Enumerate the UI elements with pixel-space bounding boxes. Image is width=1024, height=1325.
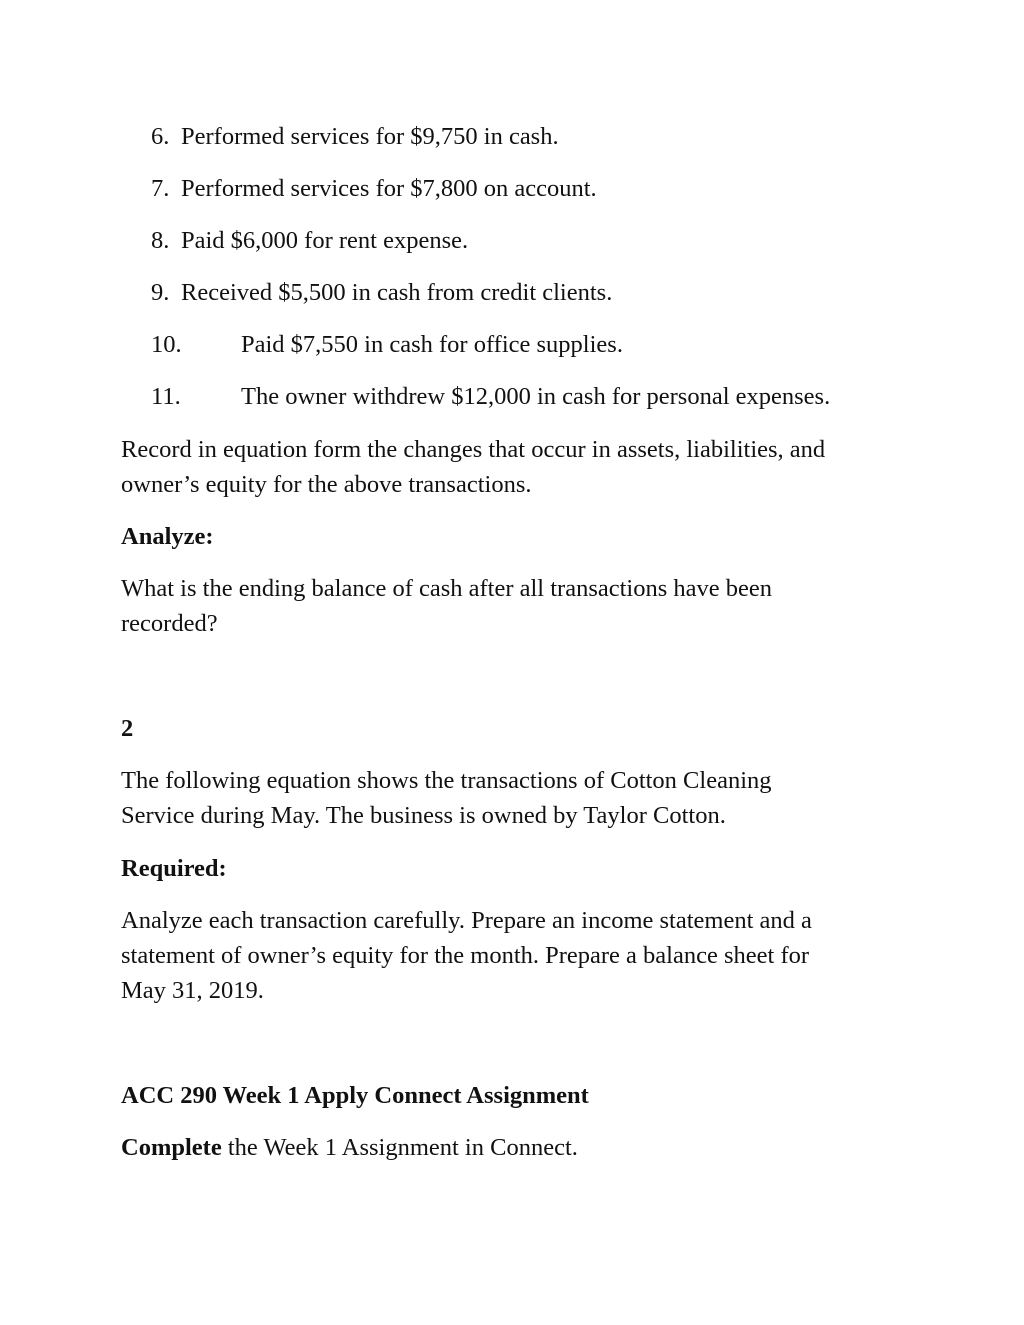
problem-line-1: The following equation shows the transactions of Cotton Cleaning <box>121 767 772 794</box>
assignment-bold-word: Complete <box>121 1134 222 1161</box>
assignment-rest-text: the Week 1 Assignment in Connect. <box>221 1134 578 1161</box>
transaction-7-number: 7. <box>151 175 170 202</box>
transaction-10-text: Paid $7,550 in cash for office supplies. <box>241 331 623 358</box>
transaction-8-number: 8. <box>151 227 170 254</box>
problem-line-2: Service during May. The business is owned by Taylor Cotton. <box>121 802 726 829</box>
instruction-line-1: Record in equation form the changes that occur in assets, liabilities, and <box>121 436 826 463</box>
transaction-11-number: 11. <box>151 383 181 410</box>
analyze-line-2: recorded? <box>121 610 218 637</box>
transaction-10-number: 10. <box>151 331 182 358</box>
analyze-question <box>121 571 911 641</box>
transaction-6-text: Performed services for $9,750 in cash. <box>181 123 559 150</box>
assignment-instruction <box>121 1130 911 1165</box>
transaction-9-number: 9. <box>151 279 170 306</box>
transaction-11-text: The owner withdrew $12,000 in cash for personal expenses. <box>241 383 831 410</box>
assignment-heading: ACC 290 Week 1 Apply Connect Assignment <box>121 1082 589 1109</box>
required-paragraph <box>121 903 911 1008</box>
analyze-heading: Analyze: <box>121 523 214 550</box>
problem-number: 2 <box>121 715 134 742</box>
required-line-3: May 31, 2019. <box>121 977 264 1004</box>
required-line-2: statement of owner’s equity for the month. Prepare a balance sheet for <box>121 942 810 969</box>
instruction-line-2: owner’s equity for the above transactions. <box>121 471 532 498</box>
transaction-8-text: Paid $6,000 for rent expense. <box>181 227 469 254</box>
transaction-9-text: Received $5,500 in cash from credit clients. <box>181 279 613 306</box>
required-heading: Required: <box>121 855 227 882</box>
instruction-paragraph <box>121 432 911 502</box>
transaction-7-text: Performed services for $7,800 on account. <box>181 175 597 202</box>
problem-description <box>121 763 911 833</box>
required-line-1: Analyze each transaction carefully. Prepare an income statement and a <box>121 907 812 934</box>
transaction-6-number: 6. <box>151 123 170 150</box>
analyze-line-1: What is the ending balance of cash after all transactions have been <box>121 575 773 602</box>
